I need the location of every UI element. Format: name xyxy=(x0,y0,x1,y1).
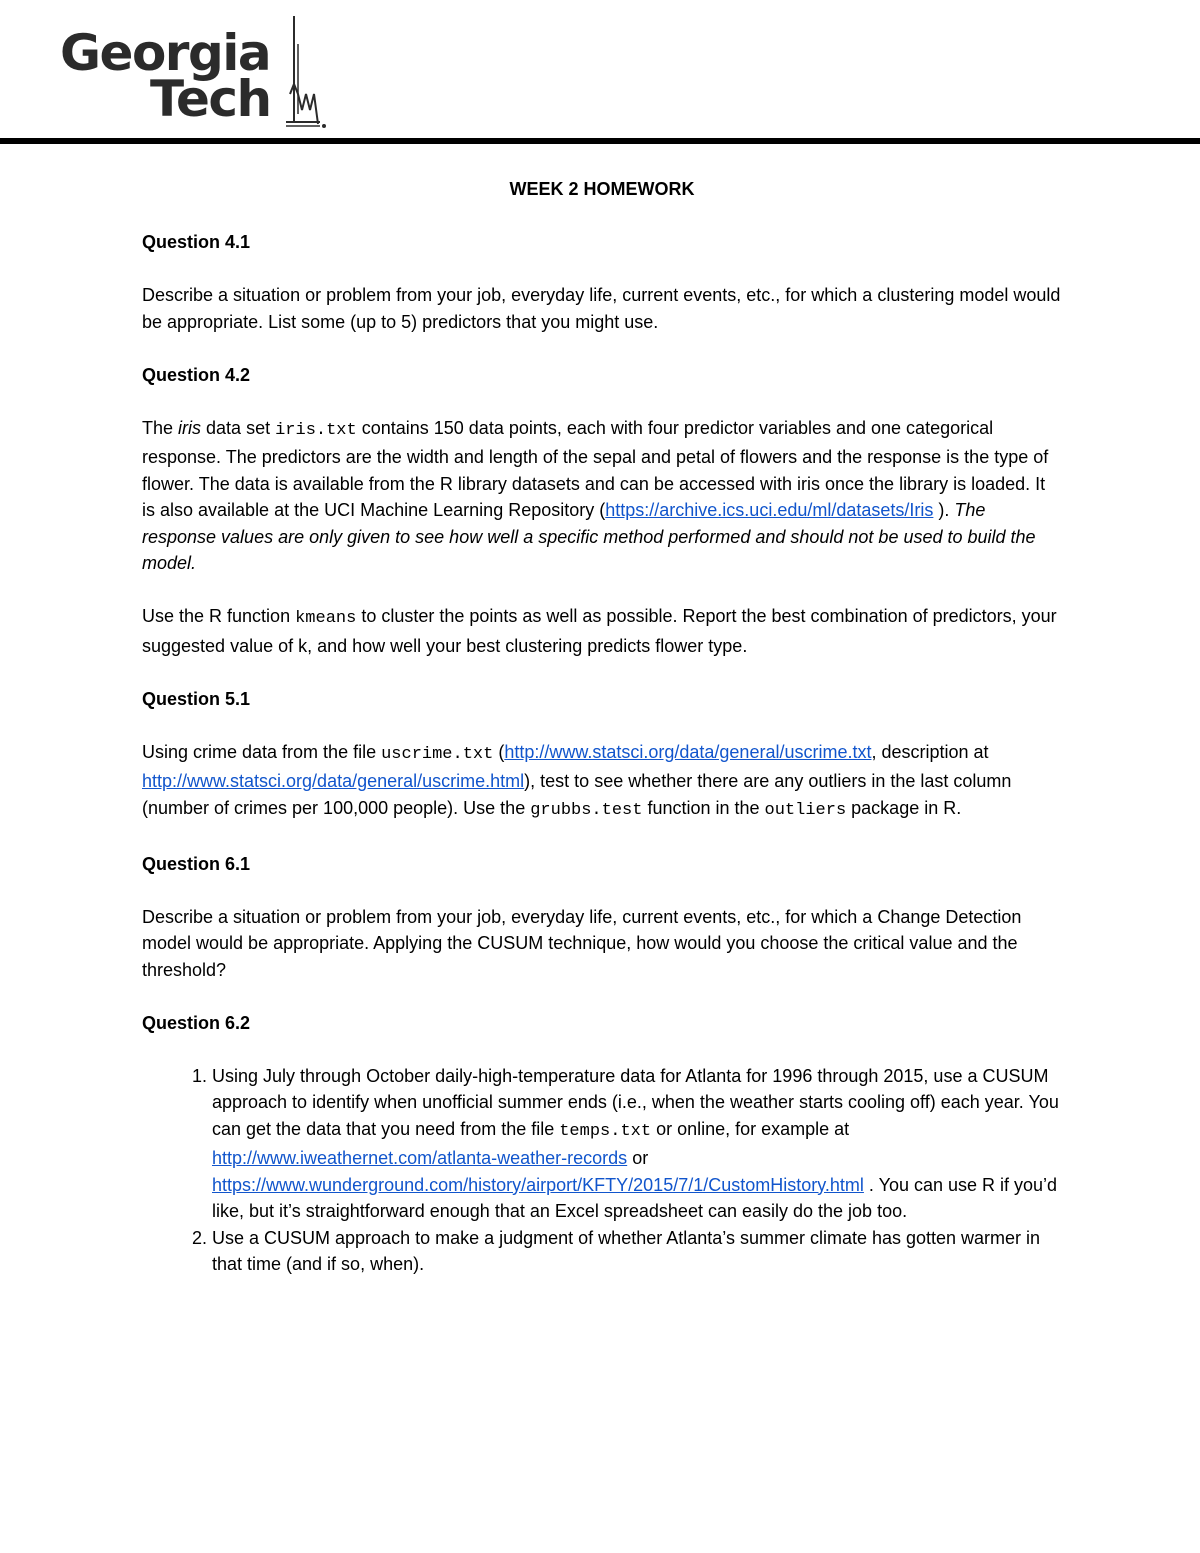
uscrime-file-code: uscrime.txt xyxy=(381,744,494,764)
text-span: contains 150 data points, each with four predictor variables and one categorical response. The predictors are the width and length of the sepal and petal of flowers and the response is the type of flower. The data is available from the R library datasets and can be accessed with iris once the library is loaded. It is also available at the UCI Machine Learning Repository ( xyxy=(142,417,1049,520)
text-span: Use the R function xyxy=(142,606,296,626)
text-span: , description at xyxy=(871,741,989,762)
question-5-1-text xyxy=(142,739,1062,825)
text-span: or xyxy=(627,1148,649,1168)
iris-italic: iris xyxy=(178,417,202,438)
list-item xyxy=(212,1063,1062,1225)
text-span: function in the xyxy=(642,797,765,818)
text-span: or online, for example at xyxy=(651,1118,850,1139)
text-span: Using July through October daily-high-temperature data for Atlanta for 1996 through 2015, use a CUSUM approach to identify when unofficial summer ends (i.e., when the weather starts cooling off) each year. You can get the data that you need from the file xyxy=(212,1065,1059,1139)
logo-word-tech: Tech xyxy=(150,70,271,128)
outliers-code: outliers xyxy=(764,800,847,820)
iweathernet-link[interactable]: http://www.iweathernet.com/atlanta-weather-records xyxy=(212,1148,628,1168)
text-span: The xyxy=(142,417,179,438)
text-span: ), test to see whether there are any outliers in the last column (number of crimes per 100,000 people). Use the xyxy=(142,771,1012,818)
question-6-1-heading: Question 6.1 xyxy=(142,853,251,874)
logo-word-georgia: Georgia xyxy=(60,24,271,82)
uci-iris-link[interactable]: https://archive.ics.uci.edu/ml/datasets/Iris xyxy=(605,500,934,520)
header-rule xyxy=(0,138,1200,144)
uscrime-txt-link[interactable]: http://www.statsci.org/data/general/uscrime.txt xyxy=(504,741,872,762)
question-4-1-heading: Question 4.1 xyxy=(142,232,251,252)
iris-file-code: iris.txt xyxy=(275,420,357,440)
wunderground-link[interactable]: https://www.wunderground.com/history/airport/KFTY/2015/7/1/CustomHistory.html xyxy=(212,1174,864,1195)
text-span: . You can use R if you’d like, but it’s straightforward enough that an Excel spreadsheet can easily do the job too. xyxy=(212,1174,1058,1221)
question-6-2-list xyxy=(142,1063,1062,1278)
question-6-1-text: Describe a situation or problem from your job, everyday life, current events, etc., for which a Change Detection model would be appropriate. Applying the CUSUM technique, how would you choose the critical value and the threshold? xyxy=(142,906,1022,980)
text-span: to cluster the points as well as possible. Report the best combination of predictors, your suggested value of k, and how well your best clustering predicts flower type. xyxy=(142,606,1057,656)
text-span: package in R. xyxy=(846,797,962,818)
text-span: ( xyxy=(493,741,505,762)
text-span: data set xyxy=(201,417,276,438)
question-4-2-paragraph-2 xyxy=(142,603,1062,659)
text-span: Using crime data from the file xyxy=(142,741,382,762)
question-5-1-heading: Question 5.1 xyxy=(142,688,251,709)
question-4-2-paragraph-1 xyxy=(142,415,1062,577)
list-item xyxy=(212,1225,1062,1278)
question-4-2-heading: Question 4.2 xyxy=(142,364,251,385)
page-title: WEEK 2 HOMEWORK xyxy=(509,179,695,199)
temps-file-code: temps.txt xyxy=(559,1121,652,1141)
text-span: ). xyxy=(933,500,955,520)
kmeans-code: kmeans xyxy=(295,609,357,628)
grubbs-test-code: grubbs.test xyxy=(530,800,643,820)
uscrime-html-link[interactable]: http://www.statsci.org/data/general/uscrime.html xyxy=(142,771,525,791)
response-note-italic: The response values are only given to see how well a specific method performed and should not be used to build the model. xyxy=(142,500,1036,573)
question-6-2-heading: Question 6.2 xyxy=(142,1012,251,1033)
question-4-1-text: Describe a situation or problem from your job, everyday life, current events, etc., for which a clustering model would be appropriate. List some (up to 5) predictors that you might use. xyxy=(142,285,1061,332)
tech-tower-icon xyxy=(280,14,330,130)
text-span: Use a CUSUM approach to make a judgment of whether Atlanta’s summer climate has gotten warmer in that time (and if so, when). xyxy=(212,1227,1041,1274)
georgia-tech-logo xyxy=(60,14,330,130)
document-body xyxy=(142,176,1062,1278)
